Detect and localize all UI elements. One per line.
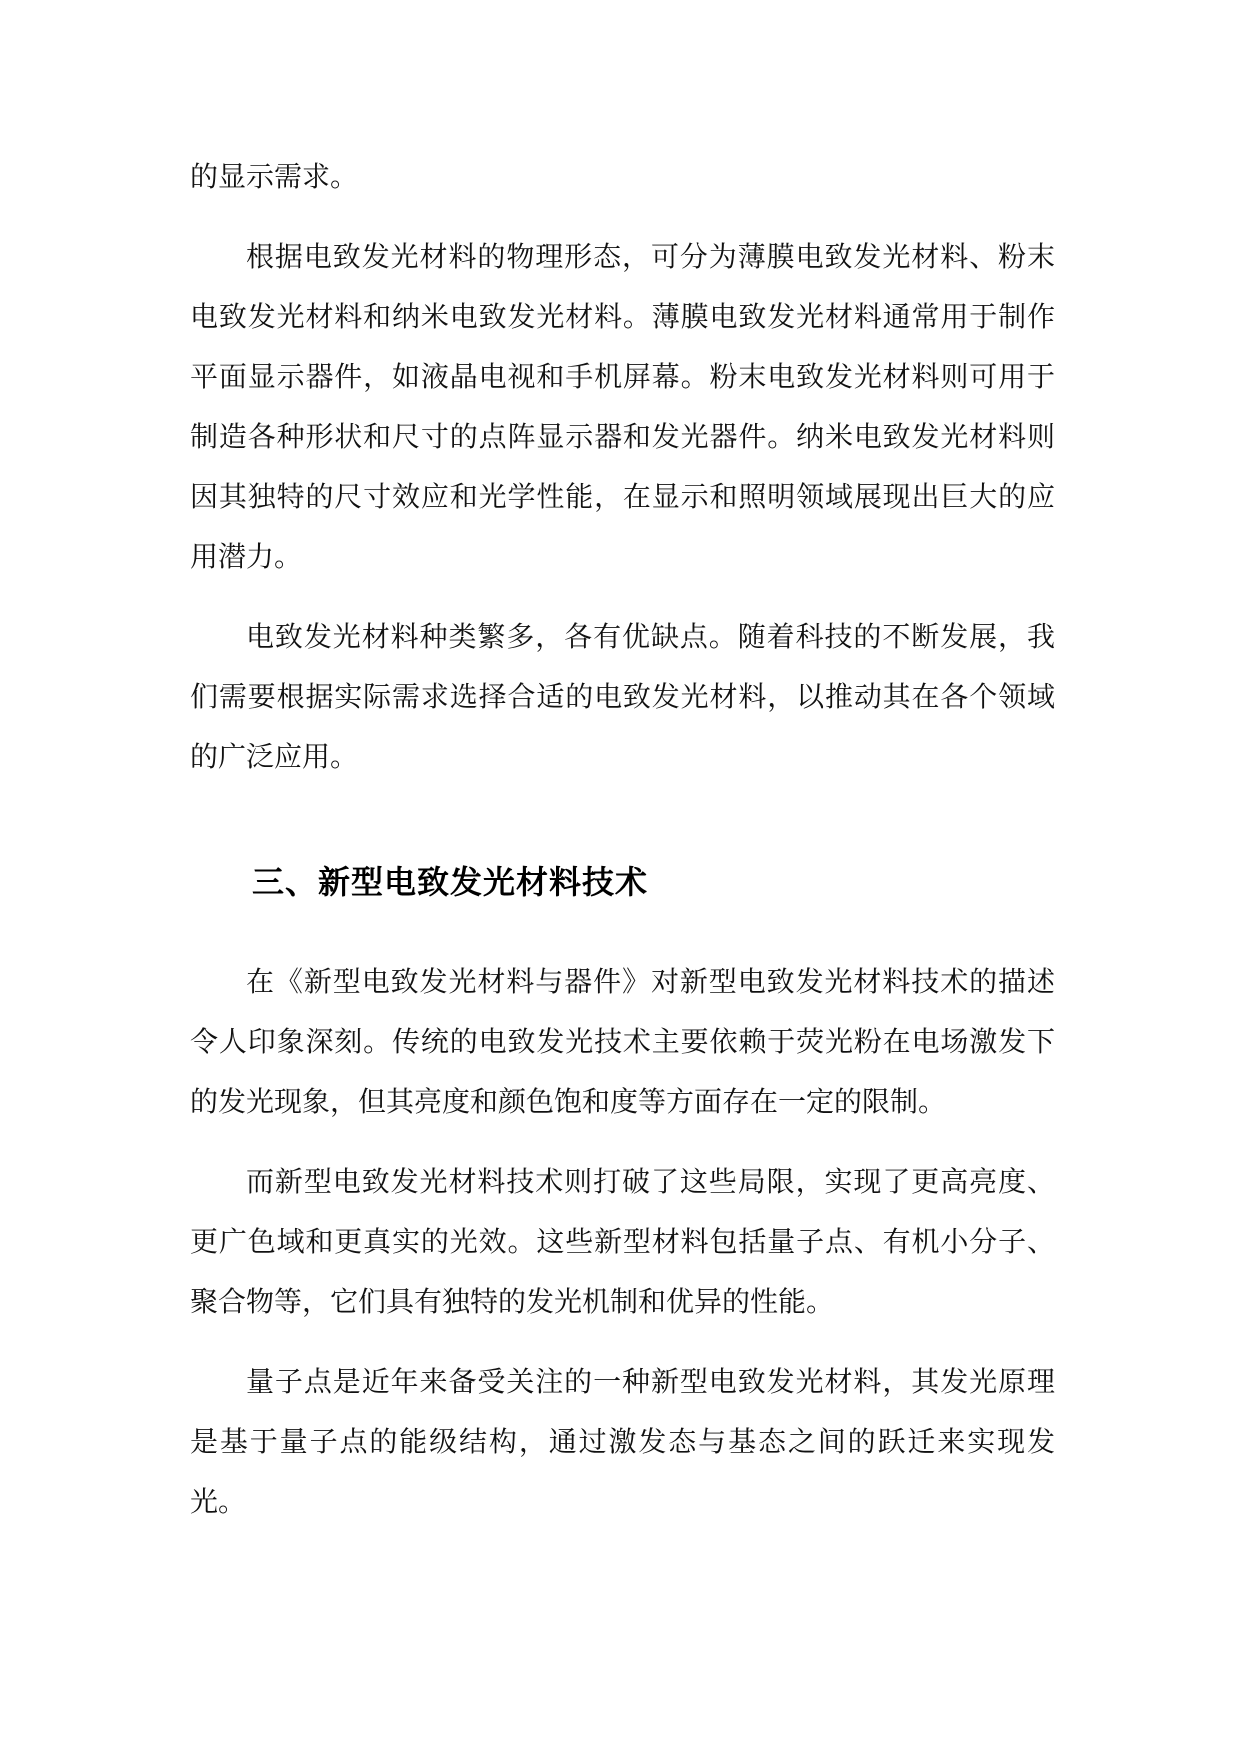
paragraph-traditional-tech: 在《新型电致发光材料与器件》对新型电致发光材料技术的描述令人印象深刻。传统的电致发光技术主要依赖于荧光粉在电场激发下的发光现象，但其亮度和颜色饱和度等方面存在一定的限制。 (190, 965, 1055, 1118)
paragraph-new-tech: 而新型电致发光材料技术则打破了这些局限，实现了更高亮度、更广色域和更真实的光效。这些新型材料包括量子点、有机小分子、聚合物等，它们具有独特的发光机制和优异的性能。 (190, 1165, 1055, 1318)
paragraph-material-forms: 根据电致发光材料的物理形态，可分为薄膜电致发光材料、粉末电致发光材料和纳米电致发光材料。薄膜电致发光材料通常用于制作平面显示器件，如液晶电视和手机屏幕。粉末电致发光材料则可用于制造各种形状和尺寸的点阵显示器和发光器件。纳米电致发光材料则因其独特的尺寸效应和光学性能，在显示和照明领域展现出巨大的应用潜力。 (190, 240, 1055, 573)
paragraph-material-variety: 电致发光材料种类繁多，各有优缺点。随着科技的不断发展，我们需要根据实际需求选择合适的电致发光材料，以推动其在各个领域的广泛应用。 (190, 620, 1055, 773)
paragraph-quantum-dots: 量子点是近年来备受关注的一种新型电致发光材料，其发光原理是基于量子点的能级结构，通过激发态与基态之间的跃迁来实现发光。 (190, 1365, 1055, 1518)
section-heading: 三、新型电致发光材料技术 (252, 863, 649, 901)
paragraph-continuation: 的显示需求。 (190, 160, 359, 193)
document-body (190, 147, 1055, 1552)
